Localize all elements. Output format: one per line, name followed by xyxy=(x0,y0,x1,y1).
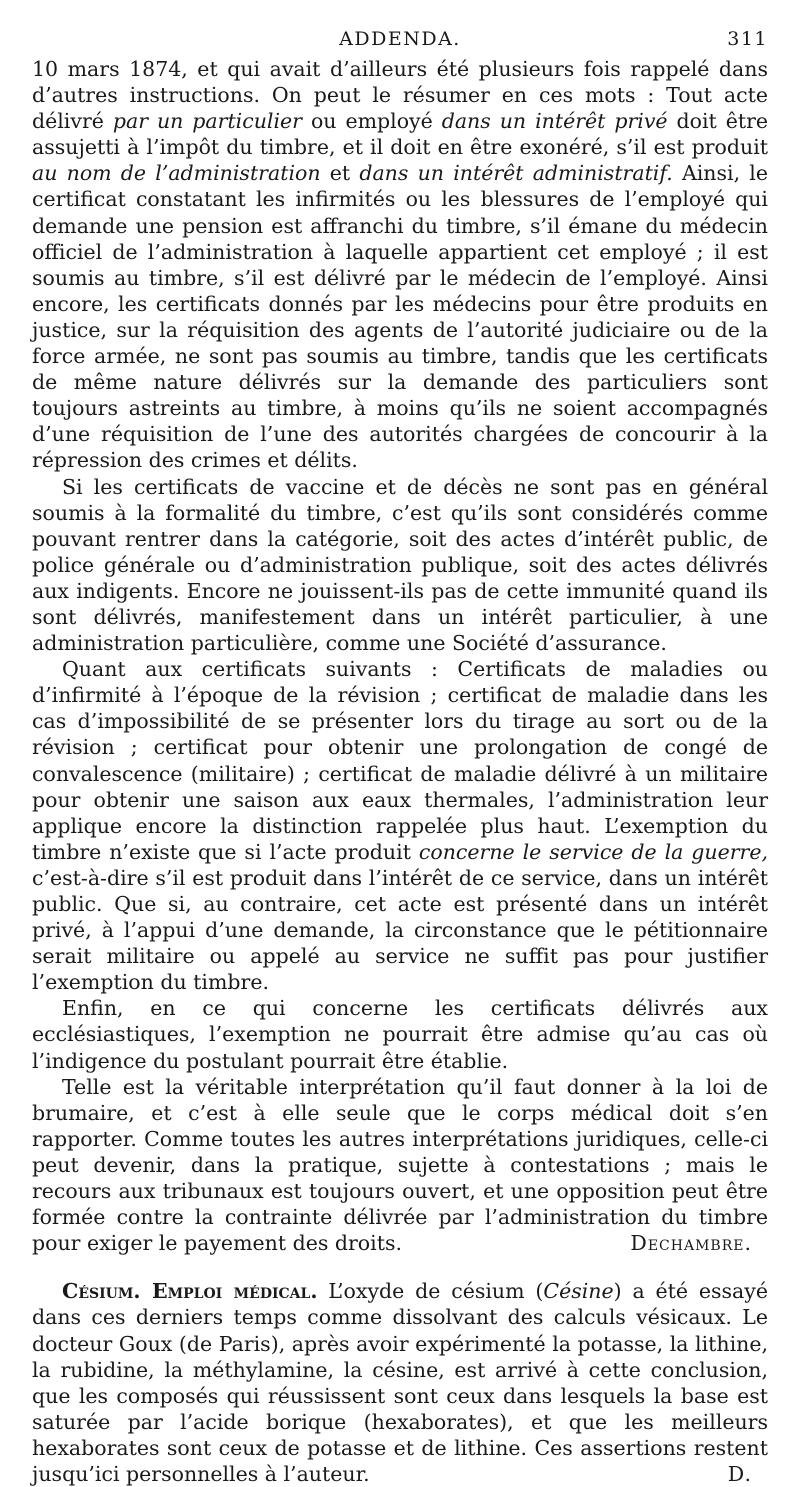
text-run: ) a été essayé dans ces derniers temps comme dissolvant des calculs vésicaux. Le docteur Goux (de Paris), après avoir expérimenté la potasse, la lithine, la rubidine, la méthylamine, la césine, est arrivé à cette conclusion, que les composés qui réussissent sont ceux dans lesquels la base est saturée par l’acide borique (hexaborates), et que les meilleurs hexaborates sont ceux de potasse et de lithine. Ces assertions restent jusqu’ici personnelles à l’auteur. xyxy=(32,1279,768,1486)
italic-run: au nom de l’administration xyxy=(32,161,321,186)
text-run: L’oxyde de césium ( xyxy=(317,1279,544,1304)
italic-run: Césine xyxy=(543,1279,614,1304)
running-header xyxy=(32,28,768,56)
italic-run: dans un intérêt administratif. xyxy=(359,161,673,186)
entry-heading: Césium. Emploi médical. xyxy=(62,1279,318,1304)
entry-signature: D. xyxy=(727,1461,752,1486)
header-title: ADDENDA. xyxy=(339,28,461,50)
paragraph-2: Si les certificats de vaccine et de décès ne sont pas en général soumis à la formalité du timbre, c’est qu’ils sont considérés comme pouvant rentrer dans la catégorie, soit des actes d’intérêt public, de police générale ou d’administration publique, soit des actes délivrés aux indigents. Encore ne jouissent-ils pas de cette immunité quand ils sont délivrés, manifestement dans un intérêt particulier, à une administration particulière, comme une Société d’assurance. xyxy=(32,474,768,656)
paragraph-4: Enfin, en ce qui concerne les certificats délivrés aux ecclésiastiques, l’exemption ne pourrait être admise qu’au cas où l’indigence du postulant pourrait être établie. xyxy=(32,996,768,1073)
entry-cesium xyxy=(32,1278,768,1487)
text-run: Telle est la véritable interprétation qu’il faut donner à la loi de brumaire, et c’est à elle seule que le corps médical doit s’en rapporter. Comme toutes les autres interprétations juridiques, celle-ci peut devenir, dans la pratique, sujette à contestations ; mais le recours aux tribunaux est toujours ouvert, et une opposition peut être formée contre la contrainte délivrée par l’administration du timbre pour exiger le payement des droits. xyxy=(32,1074,768,1256)
article-body xyxy=(32,56,768,1487)
text-run: c’est-à-dire s’il est produit dans l’intérêt de ce service, dans un intérêt public. Que si, au contraire, cet acte est présenté dans un intérêt privé, à l’appui d’une demande, la circonstance que le pétitionnaire serait militaire ou appelé au service ne suffit pas pour justifier l’exemption du timbre. xyxy=(32,865,768,995)
italic-run: concerne le service de la guerre, xyxy=(418,839,768,864)
paragraph-3 xyxy=(32,656,768,995)
text-run: Quant aux certificats suivants : Certificats de maladies ou d’infirmité à l’époque de la révision ; certificat de maladie dans les cas d’impossibilité de se présenter lors du tirage au sort ou de la révision ; certificat pour obtenir une prolongation de congé de convalescence (militaire) ; certificat de maladie délivré à un militaire pour obtenir une saison aux eaux thermales, l’administration leur applique encore la distinction rappelée plus haut. L’exemption du timbre n’existe que si l’acte produit xyxy=(32,657,768,864)
text-run: ou employé xyxy=(301,109,442,134)
page-number: 311 xyxy=(727,28,768,50)
author-signature: Dechambre. xyxy=(630,1231,752,1256)
italic-run: dans un intérêt privé xyxy=(441,109,668,134)
paragraph-1 xyxy=(32,56,768,474)
paragraph-5 xyxy=(32,1074,768,1257)
text-run: 10 mars 1874, et qui avait d’ailleurs été plusieurs fois rappelé dans d’autres instructions. On peut le résumer en ces mots : Tout acte délivré xyxy=(32,57,768,134)
text-run: et xyxy=(320,161,360,186)
text-run: Ainsi, le certificat constatant les infirmités ou les blessures de l’employé qui demande une pension est affranchi du timbre, s’il émane du médecin officiel de l’administration à laquelle appartient cet employé ; il est soumis au timbre, s’il est délivré par le médecin de l’employé. Ainsi encore, les certificats donnés par les médecins pour être produits en justice, sur la réquisition des agents de l’autorité judiciaire ou de la force armée, ne sont pas soumis au timbre, tandis que les certificats de même nature délivrés sur la demande des particuliers sont toujours astreints au timbre, à moins qu’ils ne soient accompagnés d’une réquisition de l’une des autorités chargées de concourir à la répression des crimes et délits. xyxy=(32,161,768,473)
page xyxy=(32,28,768,1487)
section-spacer xyxy=(32,1256,768,1278)
text-run: doit être assujetti à l’impôt du timbre, et il doit en être exonéré, s’il est produit xyxy=(32,109,769,160)
italic-run: par un particulier xyxy=(112,109,302,134)
